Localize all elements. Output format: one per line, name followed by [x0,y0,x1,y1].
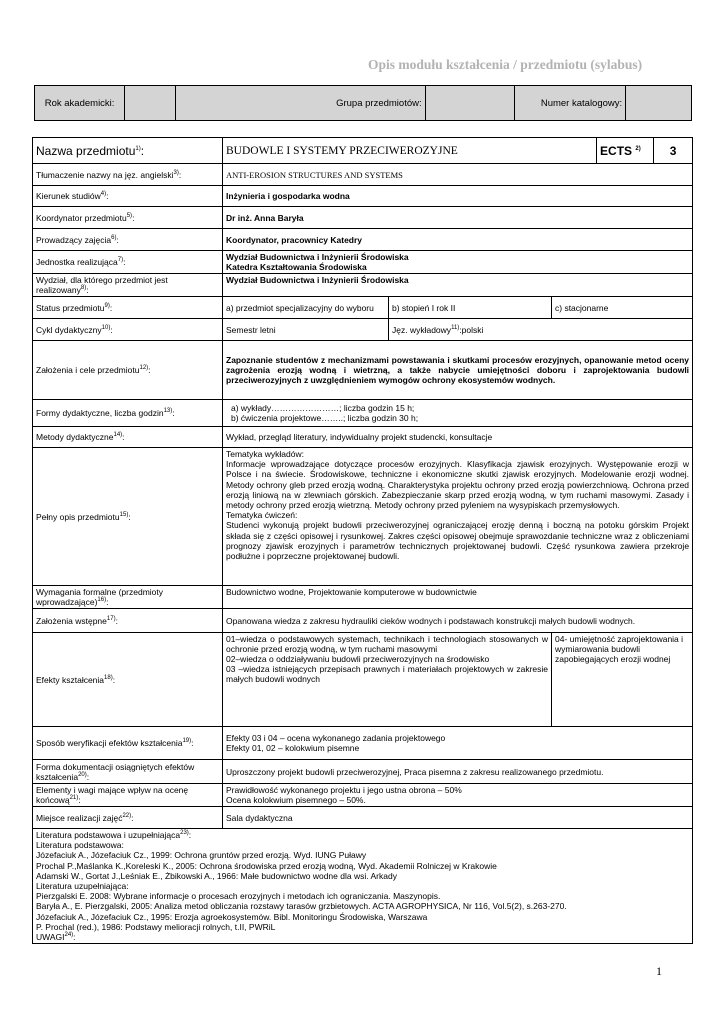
formy-label: Formy dydaktyczne, liczba godzin$^{13)}$: [33,400,223,427]
row-efekty [33,633,693,727]
zalozenia-wstepne-label: Założenia wstępne$^{17)}$: [33,609,223,633]
row-miejsce [33,807,693,829]
nazwa-label: Nazwa przedmiotu$^{1)}$: [33,138,223,164]
literatura-line: Literatura uzupełniająca: [36,881,129,892]
uwagi-label: UWAGI$^{24)}$: [36,932,76,943]
pelny-opis-label: Pełny opis przedmiotu$^{15)}$: [33,448,223,586]
row-zalozenia-wstepne [33,609,693,633]
rok-akademicki-value[interactable] [125,86,176,121]
ects-value: 3 [654,138,693,164]
row-formy [33,400,693,427]
status-c: c) stacjonarne [552,297,693,319]
formy-value [223,400,693,427]
pelny-opis-value [223,448,693,586]
metody-label: Metody dydaktyczne$^{14)}$: [33,427,223,448]
weryfikacja-value [223,727,693,760]
elementy-value [223,784,693,807]
jednostka-value [223,251,693,274]
literatura-line: Józefaciuk A., Józefaciuk Cz., 1995: Erozja agroekosystemów. Bibl. Monitoringu Środowiska, Warszawa [36,911,428,922]
efekty-label: Efekty kształcenia$^{18)}$: [33,633,223,727]
wymagania-label: Wymagania formalne (przedmioty wprowadzające)$^{16)}$: [33,586,223,609]
jednostka-label: Jednostka realizująca$^{7)}$: [33,251,223,274]
literatura-line: Adamski W., Gortat J.,Leśniak E., Żbikowski A., 1966: Małe budownictwo wodne dla wsi. Arkady [36,870,397,881]
literatura-line: Baryła A., E. Pierzgalski, 2005: Analiza metod obliczania rozstawy tarasów grzbietowych. ACTA AGROPHYSICA, Nr 116, Vol.5(2), s.263-270. [36,901,567,912]
row-status [33,297,693,319]
jednostka-katedra: Katedra Kształtowania Środowiska [226,262,367,272]
cykl-label: Cykl dydaktyczny$^{10)}$: [33,319,223,341]
row-elementy [33,784,693,807]
row-metody [33,427,693,448]
jednostka-wydzial: Wydział Budownictwa i Inżynierii Środowiska [226,252,409,262]
header-info-table [34,85,692,121]
rok-akademicki-label: Rok akademicki: [35,86,125,121]
row-wymagania [33,586,693,609]
elementy-line-1: Prawidłowość wykonanego projektu i jego ustna obrona – 50% [226,785,462,795]
row-cykl [33,319,693,341]
literatura-line: Pierzgalski E. 2008: Wybrane informacje o procesach erozyjnych i metodach ich ograniczania. Maszynopis. [36,891,441,902]
row-weryfikacja [33,727,693,760]
formy-wyklady: a) wykłady……………………; liczba godzin 15 h; [231,403,415,413]
kierunek-value: Inżynieria i gospodarka wodna [223,186,693,207]
tematyka-cwiczen-text: Studenci wykonują projekt budowli przeciwerozyjnej ograniczającej erozję denną i boczną na potoku górskim Projekt składa się z części opisowej i rysunkowej. Zakres części opisowej obejmuje sprawozdanie techniczne wraz z obliczeniami prognozy zjawisk erozyjnych i parametrów technicznych projektowanej budowli. Część rysunkowa zawiera przekroje podłużne i poprzeczne projektowanej budowli. [226,520,690,562]
tematyka-wykladow-heading: Tematyka wykładów: [226,449,304,459]
prowadzacy-label: Prowadzący zajęcia$^{6)}$: [33,229,223,251]
row-wydzial [33,274,693,297]
kierunek-label: Kierunek studiów$^{4)}$: [33,186,223,207]
metody-value: Wykład, przegląd literatury, indywidualny projekt studencki, konsultacje [223,427,693,448]
efekty-wiedza: 01–wiedza o podstawowych systemach, technikach i technologiach stosowanych w ochronie przed erozją wodną, w tym ruchami masowymi 02–wiedza o oddziaływaniu budowli przeciwerozyjnych na środowisko 03 –wiedza istniejących przepisach prawnych i materiałach projektowych w zakresie małych budowli wodnych [223,633,552,727]
status-label: Status przedmiotu$^{9)}$: [33,297,223,319]
wymagania-value: Budownictwo wodne, Projektowanie komputerowe w budownictwie [223,586,693,609]
row-tlumaczenie [33,164,693,186]
row-jednostka [33,251,693,274]
document-title: Opis modułu kształcenia / przedmiotu (sylabus) [368,57,643,72]
wydzial-value: Wydział Budownictwa i Inżynierii Środowiska [223,274,693,297]
status-b: b) stopień I rok II [389,297,552,319]
formy-cwiczenia: b) ćwiczenia projektowe……..; liczba godzin 30 h; [231,413,419,423]
miejsce-value: Sala dydaktyczna [223,807,693,829]
literatura-label: Literatura podstawowa i uzupełniająca$^{23)}$: [36,830,192,840]
numer-katalogowy-value[interactable] [626,86,692,121]
row-zalozenia [33,341,693,400]
row-koordynator [33,207,693,229]
miejsce-label: Miejsce realizacji zajęć$^{22)}$: [33,807,223,829]
literatura-line: Prochal P.,Maślanka K.,Koreleski K., 2005: Ochrona środowiska przed erozją wodną, Wyd. Akademii Rolniczej w Krakowie [36,860,497,871]
jezyk-wykladowy: Jęz. wykładowy$^{11)}$:polski [389,319,693,341]
row-prowadzacy [33,229,693,251]
row-nazwa [33,138,693,164]
row-pelny-opis [33,448,693,586]
tematyka-cwiczen-heading: Tematyka ćwiczeń: [226,510,298,521]
cykl-value: Semestr letni [223,319,389,341]
ects-label: ECTS $^{2)}$ [597,138,654,164]
tlumaczenie-label: Tłumaczenie nazwy na jęz. angielski$^{3)}$: [33,164,223,186]
literatura-line: Józefaciuk A., Józefaciuk Cz., 1999: Ochrona gruntów przed erozją. Wyd. IUNG Puławy [36,850,367,861]
nazwa-value: BUDOWLE I SYSTEMY PRZECIWEROZYJNE [223,138,597,164]
koordynator-label: Koordynator przedmiotu$^{5)}$: [33,207,223,229]
zalozenia-label: Założenia i cele przedmiotu$^{12)}$: [33,341,223,400]
syllabus-table [32,137,693,944]
dokumentacja-label: Forma dokumentacji osiągniętych efektów kształcenia$^{20)}$: [33,760,223,784]
literatura-block [33,829,693,944]
grupa-przedmiotow-label: Grupa przedmiotów: [175,86,425,121]
row-literatura [33,829,693,944]
weryfikacja-line-1: Efekty 03 i 04 – ocena wykonanego zadania projektowego [226,733,446,743]
koordynator-value: Dr inż. Anna Baryła [223,207,693,229]
wydzial-label: Wydział, dla którego przedmiot jest realizowany$^{8)}$: [33,274,223,297]
elementy-label: Elementy i wagi mające wpływ na ocenę końcową$^{21)}$: [33,784,223,807]
row-kierunek [33,186,693,207]
numer-katalogowy-label: Numer katalogowy: [515,86,626,121]
literatura-line: Literatura podstawowa: [36,840,124,851]
tlumaczenie-value: ANTI-EROSION STRUCTURES AND SYSTEMS [223,164,693,186]
literatura-line: P. Prochal (red.), 1986: Podstawy melioracji rolnych, t.II, PWRiL [36,921,276,932]
grupa-przedmiotow-value[interactable] [425,86,514,121]
prowadzacy-value: Koordynator, pracownicy Katedry [223,229,693,251]
page-number: 1 [656,964,662,978]
zalozenia-wstepne-value: Opanowana wiedza z zakresu hydrauliki cieków wodnych i podstawach konstrukcji małych budowli wodnych. [223,609,693,633]
dokumentacja-value: Uproszczony projekt budowli przeciwerozyjnej, Praca pisemna z zakresu realizowanego przedmiotu. [223,760,693,784]
elementy-line-2: Ocena kolokwium pisemnego – 50%. [226,795,366,805]
zalozenia-value: Zapoznanie studentów z mechanizmami powstawania i skutkami procesów erozyjnych, opanowanie metod oceny zagrożenia erozją wodną i wietrzną, a także nabycie umiejętności doboru i zaprojektowania budowli przeciwerozyjnych z uwzględnieniem wymogów ochrony ekosystemów wodnych. [223,341,693,400]
status-a: a) przedmiot specjalizacyjny do wyboru [223,297,389,319]
weryfikacja-line-2: Efekty 01, 02 – kolokwium pisemne [226,743,360,753]
row-dokumentacja [33,760,693,784]
weryfikacja-label: Sposób weryfikacji efektów kształcenia$^{19)}$: [33,727,223,760]
efekty-umiejetnosci: 04- umiejętność zaprojektowania i wymiarowania budowli zapobiegających erozji wodnej [552,633,693,727]
tematyka-wykladow-text: Informacje wprowadzające dotyczące procesów erozyjnych. Klasyfikacja zjawisk erozyjnych. Występowanie erozji w Polsce i na świecie. Środowiskowe, techniczne i ekonomiczne skutki zjawisk erozyjnych. Modelowanie erozji wodnej. Metody ochrony gleb przed erozją wodną. Charakterystyka projektu ochrony przed erozją powierzchniową. Ochrona przed erozją liniową na w zlewniach górskich. Zabezpieczanie skarp przed erozją wodną, w tym ruchami masowymi. Zasady i metody ochrony przed erozją wietrzną. Metody ochrony przed pyleniem na wysypiskach przemysłowych. [226,459,690,511]
